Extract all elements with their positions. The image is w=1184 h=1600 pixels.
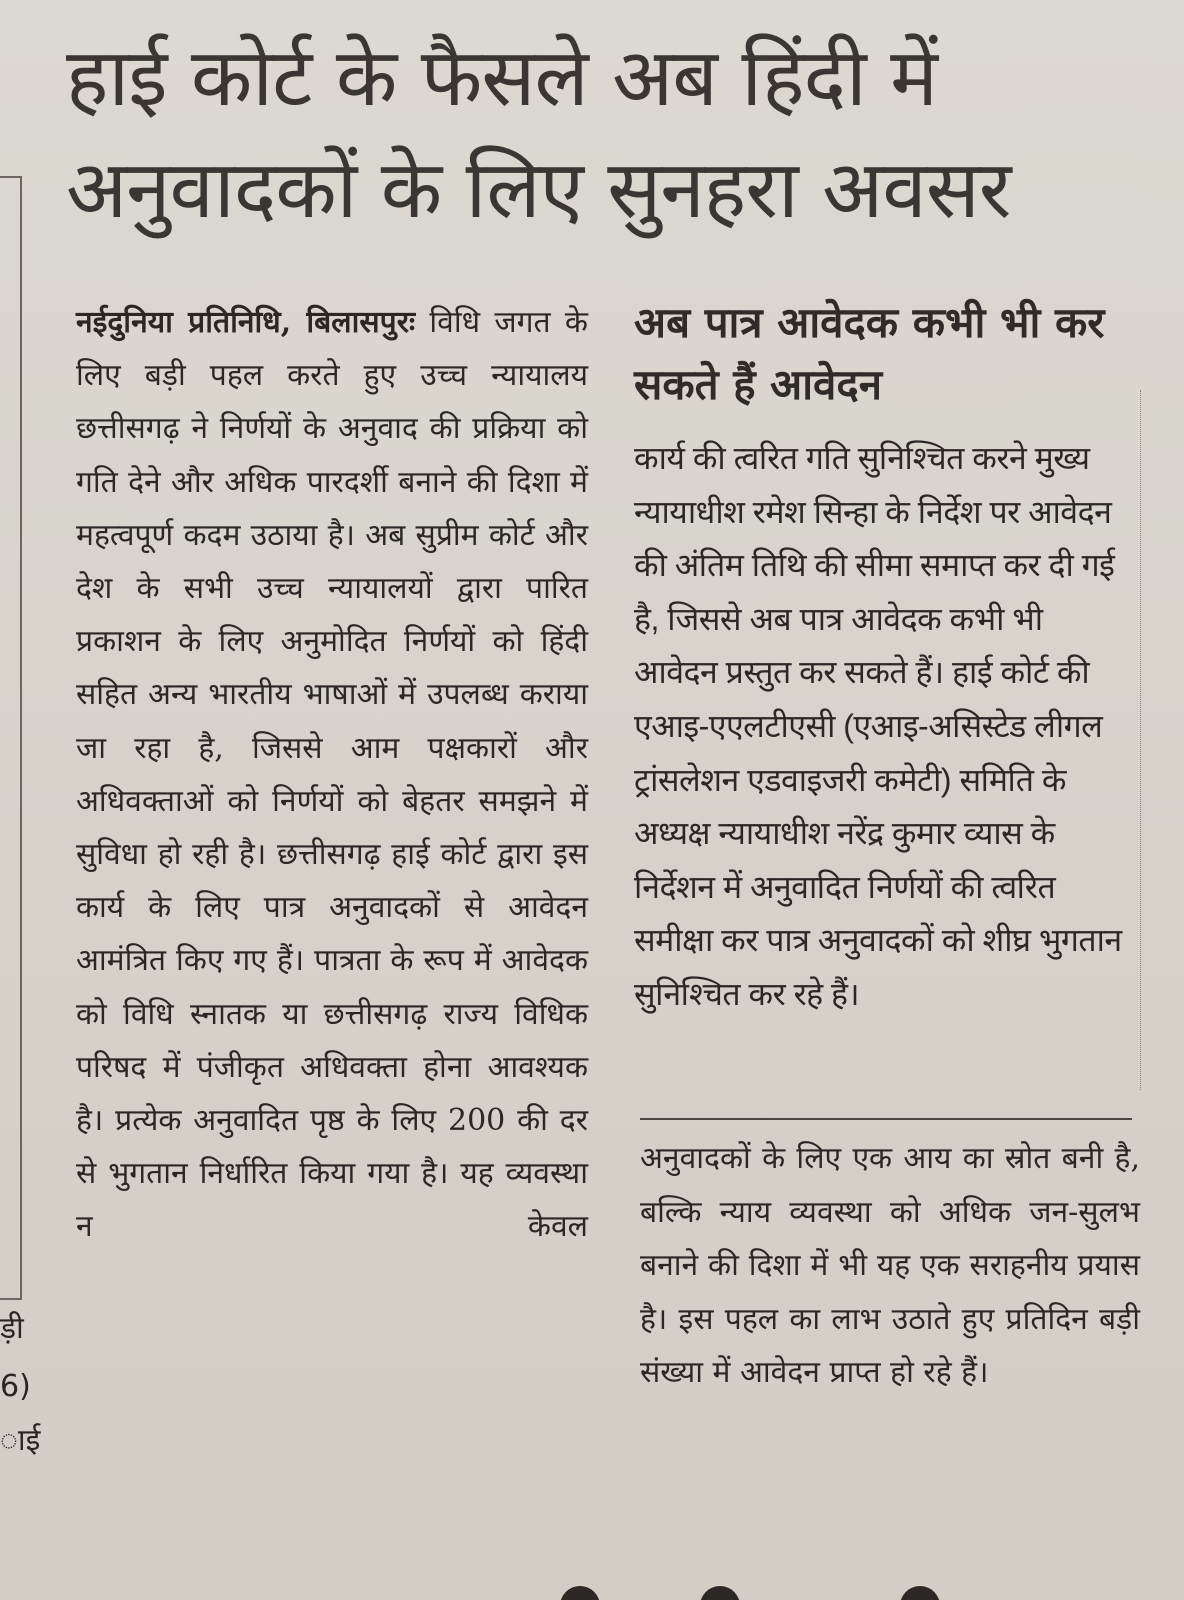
headline — [66, 22, 1166, 246]
adjacent-column-fragment: ड़ी — [0, 1311, 24, 1346]
dateline: नईदुनिया प्रतिनिधि, बिलासपुरः — [76, 305, 416, 340]
headline-line-2: अनुवादकों के लिए सुनहरा अवसर — [66, 143, 1011, 236]
adjacent-column-fragment: ाई — [0, 1423, 41, 1458]
left-column — [76, 296, 588, 1254]
column-divider-rule — [640, 1118, 1132, 1120]
right-column-top-text: कार्य की त्वरित गति सुनिश्चित करने मुख्य न्यायाधीश रमेश सिन्हा के निर्देश पर आवेदन की अंतिम तिथि की सीमा समाप्त कर दी गई है, जिससे अब पात्र आवेदक कभी भी आवेदन प्रस्तुत कर सकते हैं। हाई कोर्ट की एआइ-एएलटीएसी (एआइ-असिस्टेड लीगल ट्रांसलेशन एडवाइजरी कमेटी) समिति के अध्यक्ष न्यायाधीश नरेंद्र कुमार व्यास के निर्देशन में अनुवादित निर्णयों की त्वरित समीक्षा कर पात्र अनुवादकों को शीघ्र भुगतान सुनिश्चित कर रहे हैं। — [634, 440, 1122, 1012]
next-headline-bleed — [0, 1556, 1184, 1600]
adjacent-column-fragment: 6) — [0, 1369, 31, 1404]
next-headline-glyph — [900, 1586, 940, 1600]
left-column-text: विधि जगत के लिए बड़ी पहल करते हुए उच्च न्यायालय छत्तीसगढ़ ने निर्णयों के अनुवाद की प्रक्रिया को गति देने और अधिक पारदर्शी बनाने की दिशा में महत्वपूर्ण कदम उठाया है। अब सुप्रीम कोर्ट और देश के सभी उच्च न्यायालयों द्वारा पारित प्रकाशन के लिए अनुमोदित निर्णयों को हिंदी सहित अन्य भारतीय भाषाओं में उपलब्ध कराया जा रहा है, जिससे आम पक्षकारों और अधिवक्ताओं को निर्णयों को बेहतर समझने में सुविधा हो रही है। छत्तीसगढ़ हाई कोर्ट द्वारा इस कार्य के लिए पात्र अनुवादकों से आवेदन आमंत्रित किए गए हैं। पात्रता के रूप में आवेदक को विधि स्नातक या छत्तीसगढ़ राज्य विधिक परिषद में पंजीकृत अधिवक्ता होना आवश्यक है। प्रत्येक अनुवादित पृष्ठ के लिए 200 की दर से भुगतान निर्धारित किया गया है। यह व्यवस्था न केवल — [76, 305, 588, 1245]
next-headline-glyph — [560, 1586, 600, 1600]
right-column-continued-text: अनुवादकों के लिए एक आय का स्रोत बनी है, बल्कि न्याय व्यवस्था को अधिक जन-सुलभ बनाने की दिशा में भी यह एक सराहनीय प्रयास है। इस पहल का लाभ उठाते हुए प्रतिदिन बड़ी संख्या में आवेदन प्राप्त हो रहे हैं। — [640, 1141, 1140, 1390]
subheading: अब पात्र आवेदक कभी भी कर सकते हैं आवेदन — [634, 298, 1105, 409]
next-headline-glyph — [700, 1586, 740, 1600]
adjacent-column-frame — [0, 176, 22, 1300]
headline-line-1: हाई कोर्ट के फैसले अब हिंदी में — [66, 31, 938, 124]
right-column-edge — [1140, 390, 1141, 1090]
left-column-body — [76, 296, 588, 1254]
